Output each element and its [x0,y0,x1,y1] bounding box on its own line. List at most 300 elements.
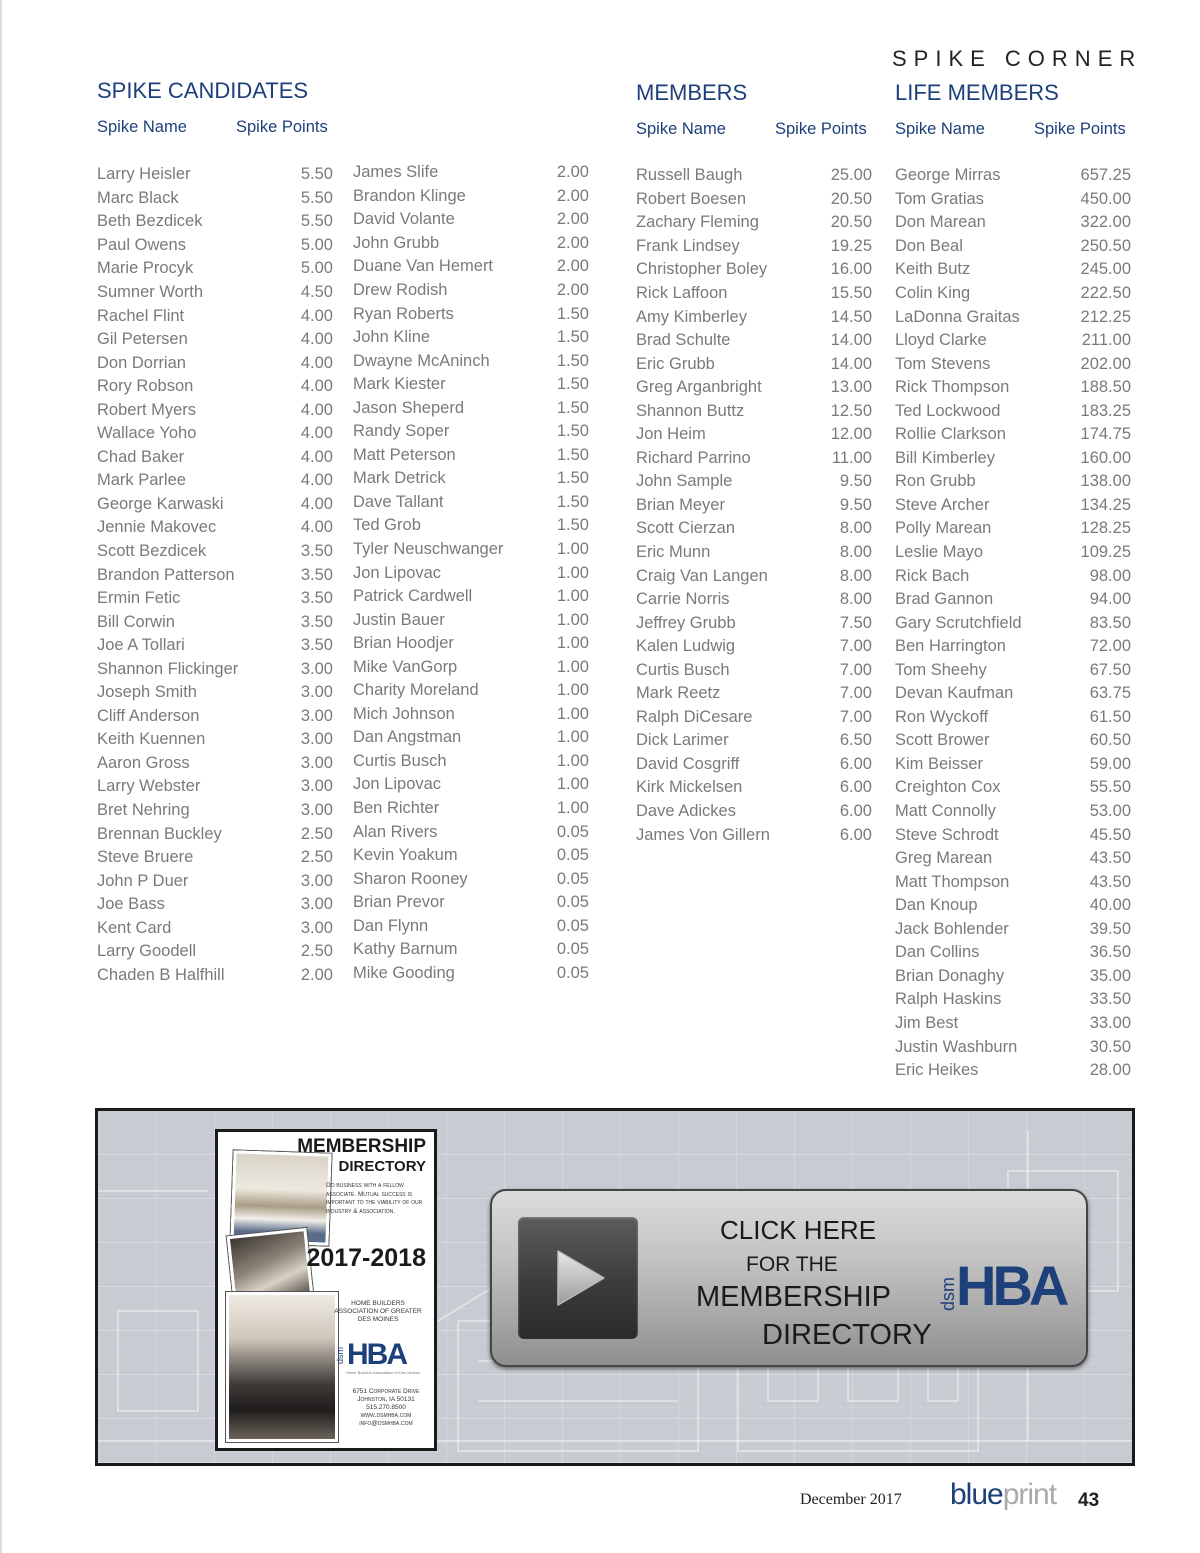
spike-name: Dick Larimer [636,731,729,750]
spike-points: 1.00 [556,634,589,653]
spike-name: Bill Corwin [97,612,175,631]
spike-points: 1.50 [556,304,589,323]
members-list [636,164,872,847]
list-item [353,514,589,538]
spike-name: Dan Collins [895,943,980,962]
spike-points: 3.00 [300,683,333,702]
spike-points: 4.00 [300,518,333,537]
cta-logo-main: HBA [956,1254,1066,1313]
spike-points: 30.50 [1089,1037,1131,1056]
spike-name: Rachel Flint [97,306,185,325]
spike-name: Colin King [895,284,971,302]
directory-cover-thumbnail [215,1129,437,1451]
spike-name: Randy Soper [353,422,450,441]
list-item [353,820,589,844]
list-item [636,423,872,447]
list-item [97,163,333,187]
list-item [97,398,333,422]
list-item [636,376,872,400]
list-item [353,773,589,797]
spike-name: Kathy Barnum [353,940,458,959]
spike-name: Rollie Clarkson [895,425,1006,444]
list-item [895,847,1131,871]
list-item [353,444,589,468]
list-item [895,918,1131,942]
spike-name: Kent Card [97,918,172,937]
spike-name: David Cosgriff [636,754,740,773]
spike-name: Rory Robson [97,377,194,396]
spike-points: 8.00 [839,519,872,538]
spike-points: 20.50 [830,213,872,232]
list-item [895,611,1131,635]
list-item [353,632,589,656]
list-item [97,422,333,446]
spike-points: 4.00 [300,424,333,443]
list-item [353,208,589,232]
spike-points: 63.75 [1089,684,1131,703]
spike-points: 4.00 [300,447,333,466]
spike-points: 98.00 [1089,566,1131,585]
list-item [636,823,872,847]
spike-points: 2.00 [300,965,333,984]
spike-points: 55.50 [1089,778,1131,797]
list-item [895,258,1131,282]
spike-name: Chaden B Halfhill [97,965,225,984]
list-item [97,917,333,941]
spike-points: 1.50 [556,516,589,535]
list-item [895,800,1131,824]
list-item [895,399,1131,423]
cover-logo-main: HBA [347,1338,406,1368]
cover-title-directory: DIRECTORY [338,1158,426,1175]
spike-points: 1.50 [556,492,589,511]
spike-name: Richard Parrino [636,448,751,467]
spike-points: 1.00 [556,704,589,723]
spike-points: 138.00 [1080,472,1131,491]
spike-name: Kevin Yoakum [353,846,458,865]
list-item [895,541,1131,565]
list-item [97,304,333,328]
spike-name: Mike Gooding [353,963,455,982]
spike-name: Jason Sheperd [353,398,464,417]
list-item [97,587,333,611]
cover-address-line: 6751 Corporate Drive [352,1388,420,1395]
spike-name: Eric Grubb [636,354,715,373]
spike-name: Scott Bezdicek [97,542,207,561]
spike-points: 7.00 [839,707,872,726]
spike-name: Jeffrey Grubb [636,613,736,632]
spike-points: 53.00 [1089,802,1131,821]
spike-points: 322.00 [1080,213,1131,232]
spike-points: 8.00 [839,566,872,585]
list-item [636,282,872,306]
brand-blue: blue [950,1478,1003,1511]
spike-name: Marie Procyk [97,259,194,278]
cover-association-name: HOME BUILDERS ASSOCIATION OF GREATER DES MOINES [334,1300,422,1323]
list-item [895,823,1131,847]
spike-points: 13.00 [830,378,872,397]
list-item [97,328,333,352]
spike-corner-title: SPIKE CORNER [892,46,1143,71]
spike-points: 222.50 [1080,284,1131,302]
spike-points: 3.00 [300,659,333,678]
cta-directory: DIRECTORY [762,1319,932,1351]
list-item [636,541,872,565]
list-item [636,470,872,494]
spike-name: Lloyd Clarke [895,331,987,350]
spike-points: 4.00 [300,471,333,490]
spike-name: Jon Lipovac [353,563,442,582]
spike-name: Robert Boesen [636,189,747,208]
spike-name: Ted Lockwood [895,401,1001,420]
spike-points: 19.25 [830,236,872,255]
spike-points: 4.00 [300,377,333,396]
spike-name: Bret Nehring [97,801,190,820]
spike-name: Mark Kiester [353,375,446,394]
spike-name: Ryan Roberts [353,304,454,323]
spike-points: 5.50 [300,212,333,231]
spike-name: Curtis Busch [353,751,447,770]
spike-name: Jim Best [895,1013,959,1032]
list-item [97,681,333,705]
spike-points: 1.50 [556,375,589,394]
life-members-list [895,164,1131,1082]
membership-directory-banner[interactable] [95,1108,1135,1466]
spike-points: 3.00 [300,918,333,937]
list-item [97,187,333,211]
list-item [636,258,872,282]
spike-name: Joseph Smith [97,683,197,702]
list-item [353,703,589,727]
spike-name: Brandon Klinge [353,186,466,205]
spike-name: Tom Sheehy [895,660,987,679]
list-item [636,682,872,706]
spike-points: 1.00 [556,751,589,770]
candidates-list-col1 [97,163,333,987]
spike-name: Justin Washburn [895,1037,1018,1056]
list-item [353,302,589,326]
list-item [353,844,589,868]
spike-name: Joe Bass [97,895,165,914]
spike-name: James Von Gillern [636,825,770,844]
spike-points: 16.00 [830,260,872,279]
spike-name: Scott Cierzan [636,519,736,538]
list-item [97,446,333,470]
list-item [353,491,589,515]
list-item [353,726,589,750]
list-item [97,775,333,799]
list-item [97,375,333,399]
cover-tagline: Do business with a fellow associate. Mutual success is important to the viability of our industry & association. [326,1182,423,1215]
spike-name: Kirk Mickelsen [636,778,743,797]
cover-address-line: Johnston, IA 50131 [357,1396,415,1403]
spike-name: Dave Tallant [353,492,444,511]
list-item [97,516,333,540]
spike-points: 67.50 [1089,660,1131,679]
spike-name: Don Marean [895,213,986,232]
spike-points: 1.00 [556,540,589,559]
spike-points: 250.50 [1080,236,1131,255]
spike-name: Larry Webster [97,777,201,796]
list-item [636,635,872,659]
spike-name: Greg Marean [895,849,993,868]
list-item [895,1035,1131,1059]
spike-points: 12.50 [830,401,872,420]
spike-points: 128.25 [1080,519,1131,538]
spike-name: Mike VanGorp [353,657,458,676]
spike-points: 14.50 [830,307,872,326]
spike-points: 28.00 [1089,1061,1131,1080]
spike-name: Tyler Neuschwanger [353,540,504,559]
spike-name: Russell Baugh [636,166,743,185]
spike-name: Ben Richter [353,799,440,818]
spike-points: 33.00 [1089,1013,1131,1032]
spike-name: Tom Gratias [895,189,984,208]
spike-points: 1.50 [556,398,589,417]
list-item [895,235,1131,259]
cover-logo-subtitle: Home Builders Association of Des Moines [345,1370,421,1375]
list-item [353,891,589,915]
list-item [97,822,333,846]
list-item [97,469,333,493]
members-name-header: Spike Name [636,120,726,138]
spike-points: 2.50 [300,848,333,867]
spike-name: Bill Kimberley [895,448,995,467]
spike-points: 14.00 [830,331,872,350]
list-item [895,188,1131,212]
brand-print: print [1002,1478,1057,1511]
spike-name: Ron Wyckoff [895,707,989,726]
list-item [97,752,333,776]
spike-name: Brennan Buckley [97,824,222,843]
life-members-name-header: Spike Name [895,120,985,138]
spike-points: 6.50 [839,731,872,750]
spike-points: 2.00 [556,186,589,205]
spike-name: Jennie Makovec [97,518,217,537]
spike-name: Larry Goodell [97,942,197,961]
list-item [97,940,333,964]
list-item [895,470,1131,494]
list-item [895,282,1131,306]
page-edge-line [0,0,2,1553]
spike-points: 1.00 [556,563,589,582]
spike-points: 9.50 [839,472,872,491]
spike-name: Ron Grubb [895,472,976,491]
list-item [353,232,589,256]
spike-points: 188.50 [1080,378,1131,397]
spike-points: 1.50 [556,351,589,370]
list-item [895,517,1131,541]
list-item [353,750,589,774]
spike-points: 59.00 [1089,754,1131,773]
spike-points: 4.00 [300,330,333,349]
list-item [353,679,589,703]
spike-name: Robert Myers [97,400,197,419]
list-item [97,210,333,234]
list-item [636,517,872,541]
list-item [895,635,1131,659]
spike-points: 8.00 [839,590,872,609]
list-item [895,870,1131,894]
spike-points: 2.00 [556,257,589,276]
spike-name: Curtis Busch [636,660,730,679]
cover-years: 2017-2018 [306,1244,426,1272]
spike-points: 4.00 [300,400,333,419]
list-item [97,493,333,517]
list-item [895,776,1131,800]
spike-name: Sumner Worth [97,283,204,301]
list-item [636,494,872,518]
spike-name: George Karwaski [97,494,224,513]
spike-name: Don Dorrian [97,353,186,372]
spike-name: Wallace Yoho [97,424,197,443]
list-item [97,540,333,564]
spike-points: 14.00 [830,354,872,373]
spike-points: 1.00 [556,657,589,676]
list-item [636,588,872,612]
list-item [97,657,333,681]
click-here-directory-button[interactable] [490,1189,1088,1367]
spike-name: John P Duer [97,871,189,890]
spike-points: 0.05 [556,846,589,865]
list-item [97,846,333,870]
spike-points: 109.25 [1080,543,1131,562]
spike-name: Kim Beisser [895,754,984,773]
spike-points: 36.50 [1089,943,1131,962]
spike-points: 212.25 [1080,307,1131,326]
play-button[interactable] [518,1217,638,1339]
list-item [353,608,589,632]
spike-name: Ralph Haskins [895,990,1002,1009]
spike-name: Keith Butz [895,260,971,279]
list-item [97,563,333,587]
spike-name: Mark Parlee [97,471,186,490]
spike-points: 7.50 [839,613,872,632]
spike-name: Mich Johnson [353,704,455,723]
spike-name: Brian Prevor [353,893,445,912]
list-item [353,373,589,397]
cover-address-line: 515.270.8500 [366,1404,406,1411]
spike-points: 1.50 [556,422,589,441]
spike-points: 3.00 [300,730,333,749]
spike-points: 3.00 [300,801,333,820]
list-item [895,706,1131,730]
spike-points: 39.50 [1089,919,1131,938]
list-item [895,988,1131,1012]
spike-points: 5.00 [300,259,333,278]
list-item [636,164,872,188]
list-item [895,588,1131,612]
members-title: MEMBERS [636,80,748,105]
spike-points: 3.50 [300,612,333,631]
spike-points: 1.50 [556,469,589,488]
spike-name: Brad Gannon [895,590,994,609]
blueprint-logo [950,1478,1056,1512]
spike-points: 3.50 [300,636,333,655]
list-item [895,1059,1131,1083]
list-item [353,655,589,679]
cta-for-the: FOR THE [746,1253,838,1276]
spike-points: 6.00 [839,754,872,773]
list-item [636,305,872,329]
list-item [895,211,1131,235]
members-points-header: Spike Points [775,120,867,138]
spike-points: 3.50 [300,589,333,608]
play-icon [554,1247,608,1309]
spike-points: 3.00 [300,777,333,796]
spike-points: 40.00 [1089,896,1131,915]
candidates-list-col2 [353,161,589,985]
spike-points: 160.00 [1080,448,1131,467]
spike-points: 9.50 [839,495,872,514]
cta-logo-prefix: dsm [938,1276,958,1311]
spike-name: Kalen Ludwig [636,637,736,656]
spike-name: Brian Hoodjer [353,634,454,653]
spike-points: 94.00 [1089,590,1131,609]
spike-points: 3.00 [300,706,333,725]
list-item [636,706,872,730]
list-item [895,305,1131,329]
list-item [636,611,872,635]
list-item [895,447,1131,471]
list-item [636,352,872,376]
list-item [353,797,589,821]
spike-points: 3.50 [300,565,333,584]
spike-points: 5.50 [300,165,333,184]
spike-name: Brian Donaghy [895,966,1005,985]
spike-name: Keith Kuennen [97,730,206,749]
spike-name: Eric Munn [636,543,711,562]
spike-name: Dan Angstman [353,728,462,747]
spike-name: Steve Schrodt [895,825,999,844]
spike-name: Christopher Boley [636,260,768,279]
spike-points: 4.50 [300,283,333,301]
spike-points: 0.05 [556,940,589,959]
list-item [895,1012,1131,1036]
spike-points: 72.00 [1089,637,1131,656]
spike-name: Larry Heisler [97,165,191,184]
list-item [895,376,1131,400]
list-item [636,188,872,212]
spike-name: Shannon Buttz [636,401,745,420]
spike-name: Zachary Fleming [636,213,759,232]
spike-name: Aaron Gross [97,753,190,772]
spike-points: 2.50 [300,824,333,843]
list-item [895,329,1131,353]
spike-name: Chad Baker [97,447,185,466]
spike-points: 61.50 [1089,707,1131,726]
spike-points: 3.00 [300,895,333,914]
spike-points: 35.00 [1089,966,1131,985]
spike-name: John Kline [353,328,431,347]
spike-name: Drew Rodish [353,281,448,299]
spike-points: 7.00 [839,684,872,703]
spike-points: 1.00 [556,799,589,818]
spike-name: Eric Heikes [895,1061,979,1080]
list-item [636,658,872,682]
spike-name: Ted Grob [353,516,421,535]
list-item [353,538,589,562]
list-item [353,962,589,986]
spike-points: 83.50 [1089,613,1131,632]
spike-points: 7.00 [839,660,872,679]
dsm-hba-logo [936,1253,1076,1313]
spike-name: Dave Adickes [636,802,736,821]
life-members-title: LIFE MEMBERS [895,80,1059,105]
list-item [97,964,333,988]
spike-points: 3.00 [300,871,333,890]
spike-name: Charity Moreland [353,681,479,700]
